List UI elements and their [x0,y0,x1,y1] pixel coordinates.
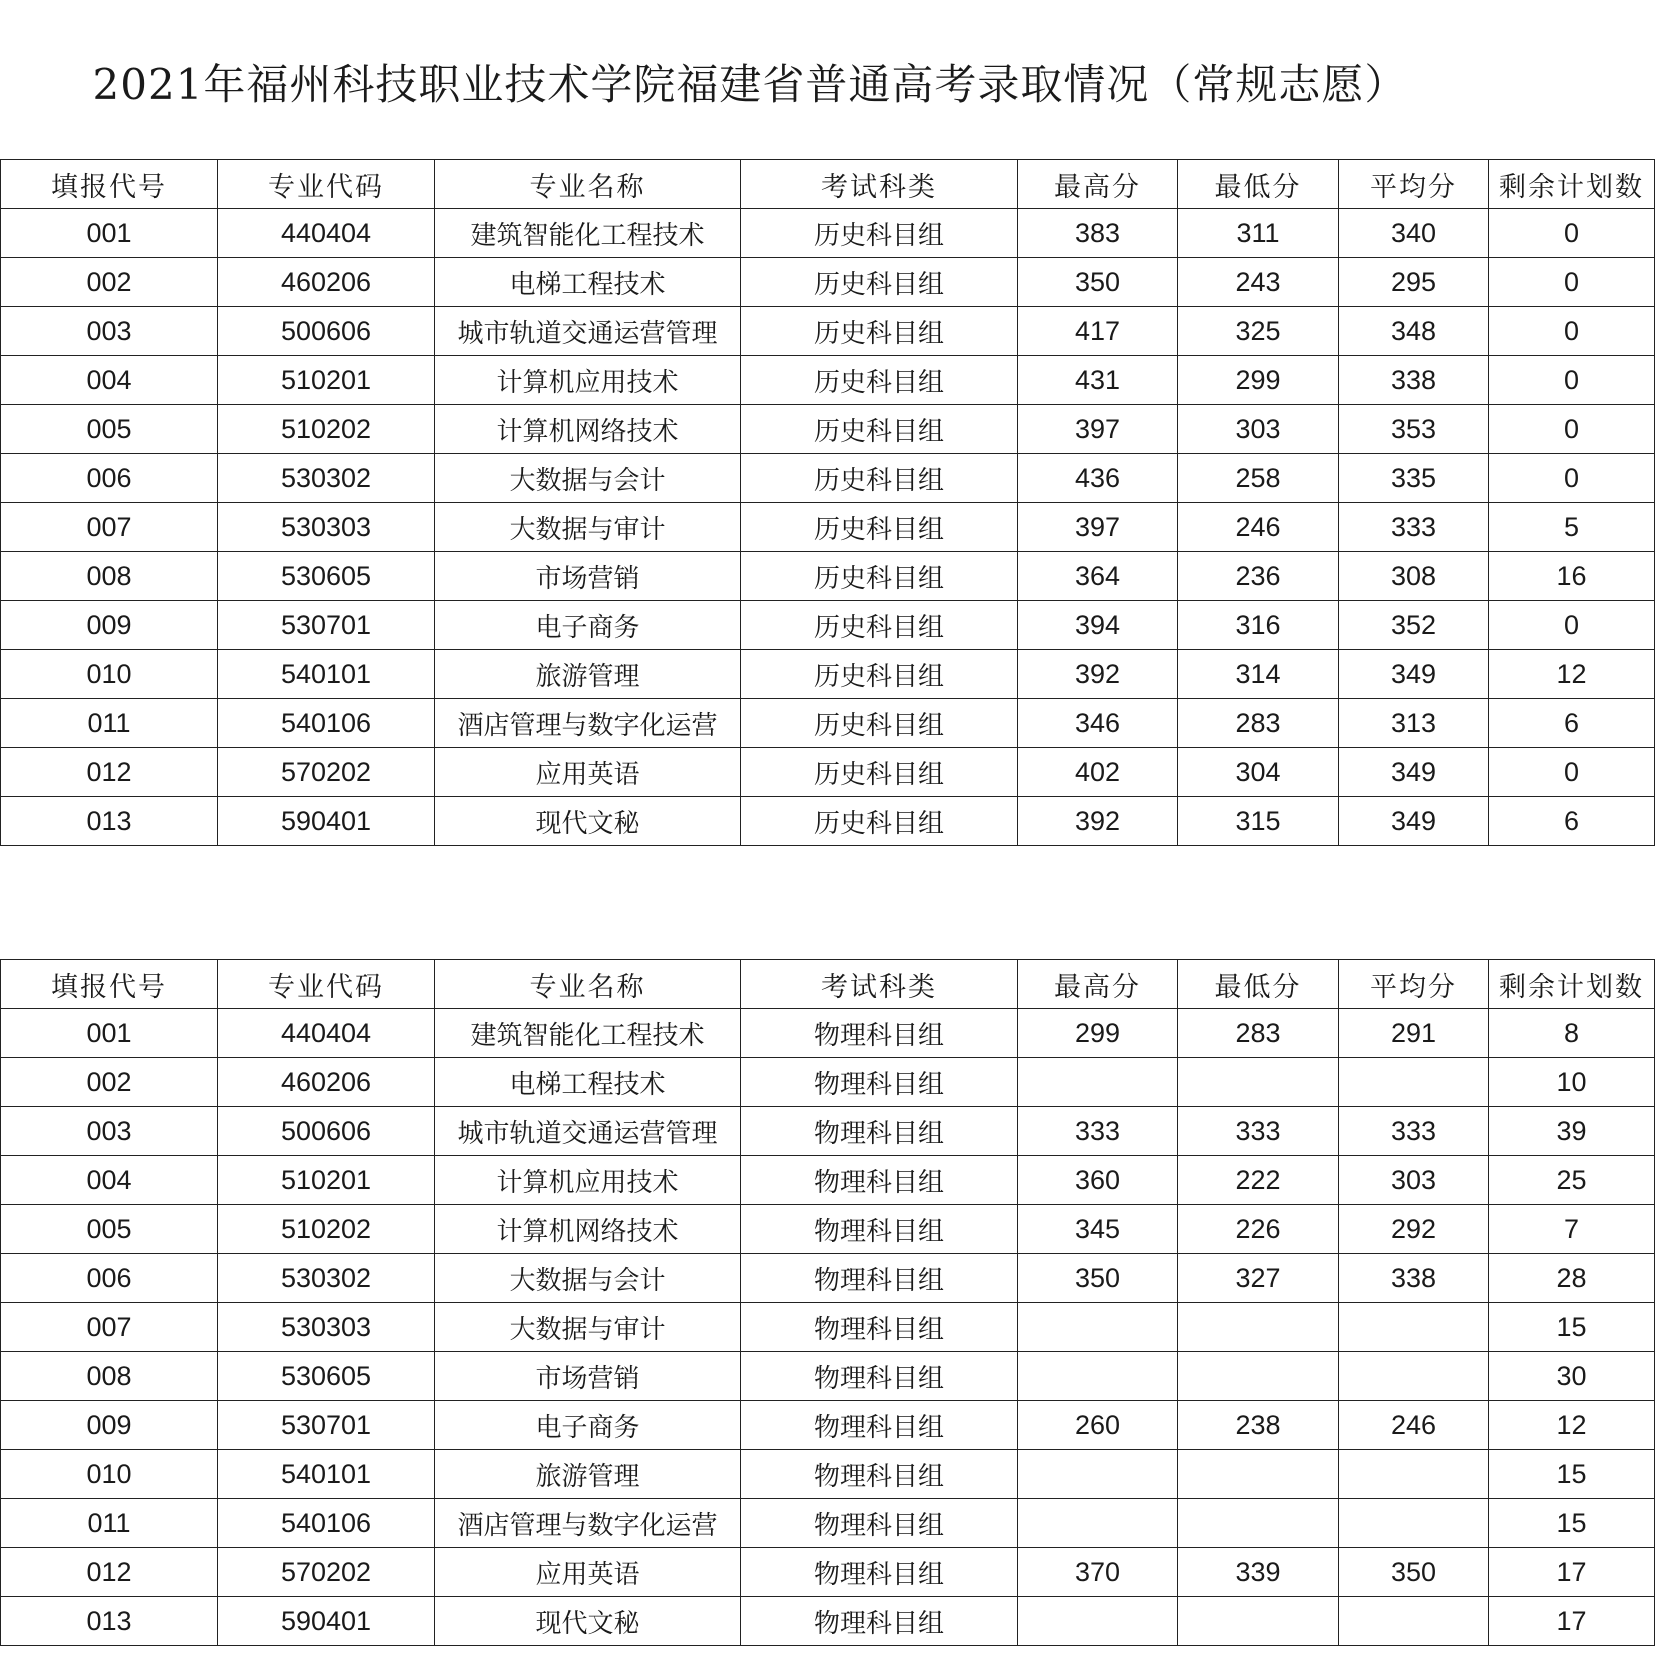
cell-fill-code: 010 [1,650,218,699]
cell-major-name: 计算机网络技术 [435,405,741,454]
table-row [1,405,1655,454]
cell-avg-score [1339,1303,1489,1352]
cell-avg-score: 333 [1339,1107,1489,1156]
cell-major-name: 市场营销 [435,552,741,601]
cell-avg-score: 295 [1339,258,1489,307]
header-fill-code: 填报代号 [1,160,218,209]
cell-major-name: 电梯工程技术 [435,1058,741,1107]
cell-fill-code: 009 [1,1401,218,1450]
cell-fill-code: 004 [1,1156,218,1205]
cell-min-score: 283 [1178,1009,1339,1058]
table-row [1,1450,1655,1499]
table-row [1,1352,1655,1401]
cell-min-score [1178,1352,1339,1401]
cell-exam-category: 物理科目组 [741,1597,1018,1646]
cell-avg-score: 308 [1339,552,1489,601]
cell-major-code: 510201 [218,356,435,405]
cell-max-score: 346 [1018,699,1178,748]
cell-fill-code: 006 [1,454,218,503]
cell-avg-score: 338 [1339,1254,1489,1303]
table-row [1,699,1655,748]
cell-avg-score: 246 [1339,1401,1489,1450]
cell-min-score: 314 [1178,650,1339,699]
cell-max-score: 350 [1018,1254,1178,1303]
cell-major-name: 应用英语 [435,748,741,797]
cell-major-code: 440404 [218,1009,435,1058]
cell-exam-category: 物理科目组 [741,1352,1018,1401]
cell-max-score [1018,1450,1178,1499]
cell-major-code: 530701 [218,601,435,650]
cell-remaining-plan: 8 [1489,1009,1655,1058]
cell-major-name: 旅游管理 [435,650,741,699]
cell-exam-category: 历史科目组 [741,650,1018,699]
table-row [1,1009,1655,1058]
cell-avg-score: 349 [1339,650,1489,699]
cell-major-code: 540106 [218,1499,435,1548]
cell-max-score: 364 [1018,552,1178,601]
cell-major-code: 570202 [218,748,435,797]
cell-exam-category: 历史科目组 [741,601,1018,650]
cell-remaining-plan: 0 [1489,405,1655,454]
cell-max-score: 260 [1018,1401,1178,1450]
cell-fill-code: 013 [1,797,218,846]
cell-major-name: 大数据与会计 [435,1254,741,1303]
header-min-score: 最低分 [1178,160,1339,209]
cell-avg-score: 348 [1339,307,1489,356]
cell-remaining-plan: 15 [1489,1499,1655,1548]
cell-major-code: 540106 [218,699,435,748]
cell-max-score: 345 [1018,1205,1178,1254]
cell-min-score: 339 [1178,1548,1339,1597]
cell-max-score: 392 [1018,650,1178,699]
cell-fill-code: 001 [1,209,218,258]
cell-major-code: 530302 [218,1254,435,1303]
cell-exam-category: 历史科目组 [741,454,1018,503]
cell-fill-code: 009 [1,601,218,650]
cell-min-score: 226 [1178,1205,1339,1254]
cell-avg-score: 353 [1339,405,1489,454]
cell-max-score: 436 [1018,454,1178,503]
cell-fill-code: 005 [1,405,218,454]
header-fill-code: 填报代号 [1,960,218,1009]
cell-max-score [1018,1597,1178,1646]
cell-remaining-plan: 12 [1489,650,1655,699]
cell-major-name: 大数据与会计 [435,454,741,503]
cell-fill-code: 003 [1,1107,218,1156]
cell-major-name: 电子商务 [435,601,741,650]
cell-max-score: 402 [1018,748,1178,797]
table-header-row [1,960,1655,1009]
cell-max-score [1018,1058,1178,1107]
cell-remaining-plan: 15 [1489,1450,1655,1499]
cell-avg-score: 340 [1339,209,1489,258]
table-row [1,454,1655,503]
cell-min-score: 316 [1178,601,1339,650]
cell-min-score: 246 [1178,503,1339,552]
cell-remaining-plan: 5 [1489,503,1655,552]
cell-major-code: 510202 [218,1205,435,1254]
cell-major-code: 530303 [218,1303,435,1352]
cell-major-name: 大数据与审计 [435,503,741,552]
cell-major-code: 510202 [218,405,435,454]
cell-min-score: 333 [1178,1107,1339,1156]
table-row [1,1205,1655,1254]
cell-remaining-plan: 12 [1489,1401,1655,1450]
header-remaining-plan: 剩余计划数 [1489,960,1655,1009]
cell-exam-category: 物理科目组 [741,1156,1018,1205]
header-max-score: 最高分 [1018,160,1178,209]
cell-avg-score: 335 [1339,454,1489,503]
cell-remaining-plan: 6 [1489,699,1655,748]
cell-major-name: 旅游管理 [435,1450,741,1499]
cell-max-score: 383 [1018,209,1178,258]
cell-min-score: 283 [1178,699,1339,748]
cell-min-score [1178,1597,1339,1646]
cell-min-score: 236 [1178,552,1339,601]
cell-exam-category: 历史科目组 [741,258,1018,307]
cell-remaining-plan: 10 [1489,1058,1655,1107]
cell-remaining-plan: 0 [1489,356,1655,405]
cell-major-name: 市场营销 [435,1352,741,1401]
cell-major-code: 500606 [218,1107,435,1156]
cell-avg-score: 352 [1339,601,1489,650]
cell-fill-code: 003 [1,307,218,356]
cell-max-score [1018,1352,1178,1401]
cell-min-score: 311 [1178,209,1339,258]
cell-major-name: 计算机网络技术 [435,1205,741,1254]
cell-major-name: 城市轨道交通运营管理 [435,1107,741,1156]
table-row [1,1254,1655,1303]
cell-min-score [1178,1450,1339,1499]
table-row [1,552,1655,601]
cell-fill-code: 002 [1,1058,218,1107]
cell-min-score: 258 [1178,454,1339,503]
cell-fill-code: 001 [1,1009,218,1058]
table-row [1,1597,1655,1646]
cell-avg-score [1339,1352,1489,1401]
header-remaining-plan: 剩余计划数 [1489,160,1655,209]
table-row [1,1107,1655,1156]
header-avg-score: 平均分 [1339,960,1489,1009]
cell-fill-code: 010 [1,1450,218,1499]
cell-exam-category: 物理科目组 [741,1548,1018,1597]
cell-remaining-plan: 0 [1489,209,1655,258]
table-row [1,601,1655,650]
cell-min-score: 238 [1178,1401,1339,1450]
header-major-code: 专业代码 [218,960,435,1009]
table-row [1,1156,1655,1205]
table-header-row [1,160,1655,209]
cell-avg-score [1339,1058,1489,1107]
cell-min-score: 299 [1178,356,1339,405]
table-row [1,258,1655,307]
cell-major-code: 500606 [218,307,435,356]
cell-max-score: 394 [1018,601,1178,650]
cell-exam-category: 物理科目组 [741,1107,1018,1156]
cell-avg-score: 313 [1339,699,1489,748]
table-row [1,356,1655,405]
cell-major-name: 现代文秘 [435,797,741,846]
cell-min-score: 325 [1178,307,1339,356]
cell-exam-category: 历史科目组 [741,356,1018,405]
cell-exam-category: 物理科目组 [741,1303,1018,1352]
cell-fill-code: 002 [1,258,218,307]
cell-major-name: 现代文秘 [435,1597,741,1646]
cell-min-score: 315 [1178,797,1339,846]
cell-fill-code: 007 [1,1303,218,1352]
cell-min-score: 327 [1178,1254,1339,1303]
cell-avg-score [1339,1597,1489,1646]
cell-fill-code: 008 [1,552,218,601]
cell-major-code: 590401 [218,1597,435,1646]
table-row [1,209,1655,258]
cell-fill-code: 012 [1,1548,218,1597]
cell-major-code: 530605 [218,1352,435,1401]
history-admission-table [0,159,1655,846]
table-row [1,1303,1655,1352]
cell-major-name: 计算机应用技术 [435,1156,741,1205]
cell-exam-category: 物理科目组 [741,1450,1018,1499]
cell-major-code: 570202 [218,1548,435,1597]
cell-min-score: 243 [1178,258,1339,307]
table-row [1,1058,1655,1107]
cell-major-code: 460206 [218,1058,435,1107]
table-row [1,797,1655,846]
cell-remaining-plan: 16 [1489,552,1655,601]
table-row [1,650,1655,699]
cell-exam-category: 物理科目组 [741,1205,1018,1254]
cell-exam-category: 物理科目组 [741,1009,1018,1058]
header-avg-score: 平均分 [1339,160,1489,209]
cell-min-score [1178,1499,1339,1548]
table-row [1,307,1655,356]
cell-max-score: 299 [1018,1009,1178,1058]
table-row [1,1499,1655,1548]
cell-avg-score: 349 [1339,797,1489,846]
cell-avg-score: 303 [1339,1156,1489,1205]
cell-max-score: 397 [1018,405,1178,454]
cell-exam-category: 物理科目组 [741,1401,1018,1450]
cell-exam-category: 历史科目组 [741,503,1018,552]
cell-exam-category: 历史科目组 [741,209,1018,258]
cell-max-score: 397 [1018,503,1178,552]
header-max-score: 最高分 [1018,960,1178,1009]
cell-exam-category: 历史科目组 [741,699,1018,748]
page-title: 2021年福州科技职业技术学院福建省普通高考录取情况（常规志愿） [92,60,1408,109]
cell-remaining-plan: 0 [1489,748,1655,797]
cell-remaining-plan: 0 [1489,307,1655,356]
cell-max-score: 360 [1018,1156,1178,1205]
physics-admission-table [0,959,1655,1646]
cell-avg-score: 338 [1339,356,1489,405]
cell-major-name: 计算机应用技术 [435,356,741,405]
cell-max-score: 392 [1018,797,1178,846]
table-row [1,748,1655,797]
cell-max-score: 431 [1018,356,1178,405]
cell-max-score: 350 [1018,258,1178,307]
header-exam-category: 考试科类 [741,160,1018,209]
cell-exam-category: 历史科目组 [741,748,1018,797]
cell-avg-score: 291 [1339,1009,1489,1058]
cell-exam-category: 历史科目组 [741,552,1018,601]
header-min-score: 最低分 [1178,960,1339,1009]
cell-fill-code: 006 [1,1254,218,1303]
cell-fill-code: 008 [1,1352,218,1401]
cell-major-code: 590401 [218,797,435,846]
header-major-name: 专业名称 [435,960,741,1009]
cell-min-score [1178,1058,1339,1107]
cell-remaining-plan: 25 [1489,1156,1655,1205]
cell-remaining-plan: 0 [1489,601,1655,650]
cell-min-score: 222 [1178,1156,1339,1205]
cell-remaining-plan: 0 [1489,454,1655,503]
cell-major-code: 460206 [218,258,435,307]
cell-major-name: 电子商务 [435,1401,741,1450]
cell-avg-score [1339,1450,1489,1499]
cell-remaining-plan: 0 [1489,258,1655,307]
cell-major-name: 大数据与审计 [435,1303,741,1352]
header-major-code: 专业代码 [218,160,435,209]
cell-remaining-plan: 15 [1489,1303,1655,1352]
cell-fill-code: 007 [1,503,218,552]
cell-fill-code: 005 [1,1205,218,1254]
table-row [1,503,1655,552]
cell-avg-score: 333 [1339,503,1489,552]
cell-remaining-plan: 7 [1489,1205,1655,1254]
cell-fill-code: 013 [1,1597,218,1646]
cell-fill-code: 011 [1,1499,218,1548]
cell-exam-category: 物理科目组 [741,1058,1018,1107]
cell-fill-code: 004 [1,356,218,405]
cell-exam-category: 历史科目组 [741,307,1018,356]
cell-max-score: 333 [1018,1107,1178,1156]
cell-avg-score [1339,1499,1489,1548]
cell-exam-category: 物理科目组 [741,1254,1018,1303]
cell-fill-code: 011 [1,699,218,748]
cell-exam-category: 物理科目组 [741,1499,1018,1548]
cell-major-code: 530303 [218,503,435,552]
cell-major-code: 540101 [218,650,435,699]
cell-max-score: 370 [1018,1548,1178,1597]
cell-major-name: 建筑智能化工程技术 [435,1009,741,1058]
cell-min-score: 303 [1178,405,1339,454]
cell-major-code: 510201 [218,1156,435,1205]
cell-avg-score: 292 [1339,1205,1489,1254]
cell-major-name: 电梯工程技术 [435,258,741,307]
cell-max-score: 417 [1018,307,1178,356]
cell-max-score [1018,1303,1178,1352]
cell-min-score [1178,1303,1339,1352]
cell-major-name: 城市轨道交通运营管理 [435,307,741,356]
cell-exam-category: 历史科目组 [741,405,1018,454]
cell-major-name: 应用英语 [435,1548,741,1597]
cell-min-score: 304 [1178,748,1339,797]
cell-exam-category: 历史科目组 [741,797,1018,846]
cell-major-name: 建筑智能化工程技术 [435,209,741,258]
cell-major-code: 530302 [218,454,435,503]
cell-max-score [1018,1499,1178,1548]
cell-avg-score: 350 [1339,1548,1489,1597]
cell-remaining-plan: 6 [1489,797,1655,846]
cell-avg-score: 349 [1339,748,1489,797]
header-major-name: 专业名称 [435,160,741,209]
cell-remaining-plan: 17 [1489,1548,1655,1597]
cell-major-code: 440404 [218,209,435,258]
cell-remaining-plan: 17 [1489,1597,1655,1646]
table-row [1,1401,1655,1450]
cell-fill-code: 012 [1,748,218,797]
header-exam-category: 考试科类 [741,960,1018,1009]
cell-major-code: 530701 [218,1401,435,1450]
cell-remaining-plan: 28 [1489,1254,1655,1303]
cell-major-code: 540101 [218,1450,435,1499]
cell-remaining-plan: 30 [1489,1352,1655,1401]
cell-major-name: 酒店管理与数字化运营 [435,699,741,748]
cell-major-code: 530605 [218,552,435,601]
table-row [1,1548,1655,1597]
cell-major-name: 酒店管理与数字化运营 [435,1499,741,1548]
cell-remaining-plan: 39 [1489,1107,1655,1156]
